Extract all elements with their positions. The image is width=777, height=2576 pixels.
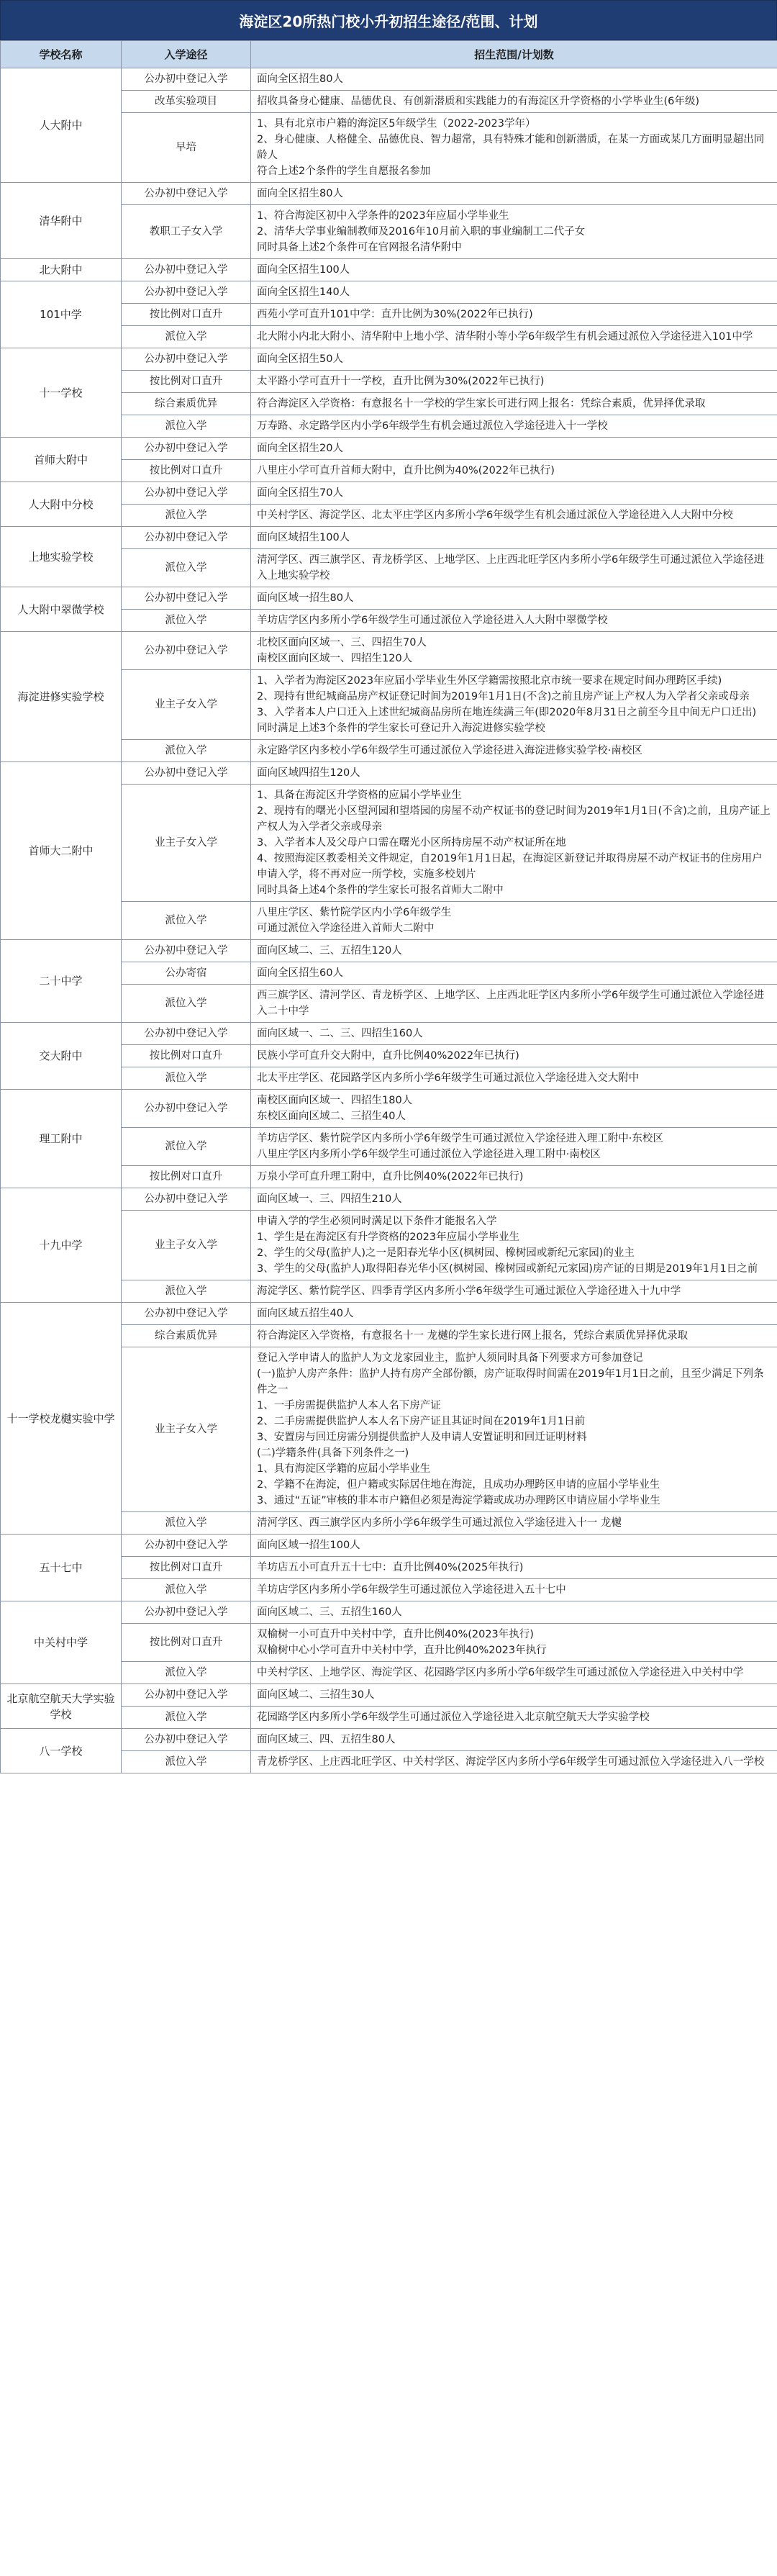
admission-route-cell: 派位入学 [122,1707,251,1729]
scope-plan-cell: 永定路学区内多校小学6年级学生可通过派位入学途径进入海淀进修实验学校·南校区 [251,740,777,762]
scope-plan-cell: 西三旗学区、清河学区、青龙桥学区、上地学区、上庄西北旺学区内多所小学6年级学生可通过派位入学途径进入二十中学 [251,985,777,1023]
admission-route-cell: 综合素质优异 [122,1325,251,1347]
scope-plan-cell: 民族小学可直升交大附中，直升比例40%2022年已执行) [251,1045,777,1067]
scope-plan-cell: 登记入学申请人的监护人为文龙家园业主，监护人须同时具备下列要求方可参加登记 (一)监护人房产条件：监护人持有房产全部份额，房产证取得时间需在2019年1月1日之前，且至少满足下列条件之一 1、一手房需提供监护人本人名下房产证 2、二手房需提供监护人本人名下房产证且其证时间在2019年1月1日前 3、安置房与回迁房需分别提供监护人及申请人安置证明和回迁证明材料 (二)学籍条件(具备下列条件之一) 1、具有海淀区学籍的应届小学毕业生 2、学籍不在海淀，但户籍或实际居住地在海淀，且成功办理跨区申请的应届小学毕业生 3、通过“五证”审核的非本市户籍但必须是海淀学籍或成功办理跨区申请应届小学毕业生 [251,1347,777,1512]
school-name-cell: 十一学校 [1,348,122,438]
school-name-cell: 八一学校 [1,1729,122,1773]
admission-route-cell: 公办初中登记入学 [122,1303,251,1325]
table-row [1,1188,777,1211]
scope-plan-cell: 面向区域五招生40人 [251,1303,777,1325]
scope-plan-cell: 1、具有北京市户籍的海淀区5年级学生（2022-2023学年） 2、身心健康、人格健全、品德优良、智力超常，具有特殊才能和创新潜质，在某一方面或某几方面明显超出同龄人 符合上述2个条件的学生自愿报名参加 [251,113,777,183]
scope-plan-cell: 1、入学者为海淀区2023年应届小学毕业生外区学籍需按照北京市统一要求在规定时间办理跨区手续) 2、现持有世纪城商品房产权证登记时间为2019年1月1日(不含)之前且房产证上产权人为入学者父亲或母亲 3、入学者本人户口迁入上述世纪城商品房所在地连续满三年(即2020年8月31日之前至今且中间无户口迁出) 同时满足上述3个条件的学生家长可登记升入海淀进修实验学校 [251,670,777,740]
admission-route-cell: 派位入学 [122,1280,251,1303]
table-row [1,587,777,610]
scope-plan-cell: 中关村学区、上地学区、海淀学区、花园路学区内多所小学6年级学生可通过派位入学途径进入中关村中学 [251,1662,777,1684]
scope-plan-cell: 清河学区、西三旗学区、青龙桥学区、上地学区、上庄西北旺学区内多所小学6年级学生可通过派位入学途径进入上地实验学校 [251,549,777,587]
scope-plan-cell: 万泉小学可直升理工附中，直升比例40%(2022年已执行) [251,1166,777,1188]
header-school-name: 学校名称 [1,41,122,68]
admission-route-cell: 综合素质优异 [122,393,251,415]
table-row [1,1601,777,1624]
admission-route-cell: 公办初中登记入学 [122,348,251,371]
scope-plan-cell: 万寿路、永定路学区内小学6年级学生有机会通过派位入学途径进入十一学校 [251,415,777,438]
school-name-cell: 海淀进修实验学校 [1,632,122,762]
scope-plan-cell: 1、具备在海淀区升学资格的应届小学毕业生 2、现持有的曙光小区望河园和望塔园的房屋不动产权证书的登记时间为2019年1月1日(不含)之前，且房产证上产权人为入学者父亲或母亲 3、入学者本人及父母户口需在曙光小区所持房屋不动产权证所在地 4、按照海淀区教委相关文件规定，自2019年1月1日起，在海淀区新登记并取得房屋不动产权证书的住房用户申请入学，将不再对应一所学校，实施多校划片 同时具备上述4个条件的学生家长可报名首师大二附中 [251,785,777,902]
school-name-cell: 交大附中 [1,1023,122,1090]
admission-route-cell: 派位入学 [122,1662,251,1684]
admission-route-cell: 派位入学 [122,1512,251,1535]
school-name-cell: 首师大附中 [1,438,122,482]
admission-route-cell: 业主子女入学 [122,785,251,902]
table-row [1,482,777,505]
page-title: 海淀区20所热门校小升初招生途径/范围、计划 [0,0,777,40]
admission-route-cell: 业主子女入学 [122,1347,251,1512]
scope-plan-cell: 中关村学区、海淀学区、北太平庄学区内多所小学6年级学生有机会通过派位入学途径进入人大附中分校 [251,505,777,527]
scope-plan-cell: 面向区域招生100人 [251,527,777,549]
scope-plan-cell: 双榆树一小可直升中关村中学，直升比例40%(2023年执行) 双榆树中心小学可直升中关村中学，直升比例40%2023年执行 [251,1624,777,1662]
admission-route-cell: 派位入学 [122,985,251,1023]
scope-plan-cell: 面向区域一招生100人 [251,1535,777,1557]
table-row [1,281,777,304]
scope-plan-cell: 羊坊店学区内多所小学6年级学生可通过派位入学途径进入人大附中翠微学校 [251,610,777,632]
admission-route-cell: 公办初中登记入学 [122,632,251,670]
admission-route-cell: 公办寄宿 [122,962,251,985]
scope-plan-cell: 北校区面向区域一、三、四招生70人 南校区面向区域一、四招生120人 [251,632,777,670]
school-name-cell: 人大附中翠微学校 [1,587,122,632]
school-name-cell: 人大附中分校 [1,482,122,527]
scope-plan-cell: 面向区域三、四、五招生80人 [251,1729,777,1751]
admission-route-cell: 公办初中登记入学 [122,482,251,505]
admission-route-cell: 公办初中登记入学 [122,259,251,281]
admission-route-cell: 公办初中登记入学 [122,281,251,304]
scope-plan-cell: 招收具备身心健康、品德优良、有创新潜质和实践能力的有海淀区升学资格的小学毕业生(6年级) [251,91,777,113]
scope-plan-cell: 面向区域二、三、五招生160人 [251,1601,777,1624]
scope-plan-cell: 北太平庄学区、花园路学区内多所小学6年级学生可通过派位入学途径进入交大附中 [251,1067,777,1090]
school-name-cell: 清华附中 [1,183,122,259]
scope-plan-cell: 面向区域一招生80人 [251,587,777,610]
admission-route-cell: 公办初中登记入学 [122,1090,251,1128]
school-name-cell: 人大附中 [1,68,122,183]
admission-route-cell: 教职工子女入学 [122,205,251,259]
table-row [1,1090,777,1128]
admission-route-cell: 公办初中登记入学 [122,1684,251,1707]
admission-route-cell: 派位入学 [122,610,251,632]
admission-route-cell: 公办初中登记入学 [122,940,251,962]
table-row [1,940,777,962]
admission-route-cell: 按比例对口直升 [122,1045,251,1067]
scope-plan-cell: 南校区面向区域一、四招生180人 东校区面向区域二、三招生40人 [251,1090,777,1128]
admission-route-cell: 早培 [122,113,251,183]
scope-plan-cell: 花园路学区内多所小学6年级学生可通过派位入学途径进入北京航空航天大学实验学校 [251,1707,777,1729]
table-body [1,68,777,1773]
admission-route-cell: 派位入学 [122,326,251,348]
scope-plan-cell: 面向全区招生70人 [251,482,777,505]
admission-route-cell: 公办初中登记入学 [122,1188,251,1211]
admission-route-cell: 公办初中登记入学 [122,1729,251,1751]
admission-route-cell: 派位入学 [122,549,251,587]
scope-plan-cell: 北大附小内北大附小、清华附中上地小学、清华附小等小学6年级学生有机会通过派位入学途径进入101中学 [251,326,777,348]
school-name-cell: 二十中学 [1,940,122,1023]
scope-plan-cell: 面向全区招生100人 [251,259,777,281]
scope-plan-cell: 面向区域一、三、四招生210人 [251,1188,777,1211]
scope-plan-cell: 面向全区招生60人 [251,962,777,985]
admission-route-cell: 派位入学 [122,1128,251,1166]
admission-table [0,40,777,1773]
scope-plan-cell: 太平路小学可直升十一学校，直升比例为30%(2022年已执行) [251,371,777,393]
scope-plan-cell: 面向全区招生50人 [251,348,777,371]
scope-plan-cell: 清河学区、西三旗学区内多所小学6年级学生可通过派位入学途径进入十一 龙樾 [251,1512,777,1535]
table-row [1,527,777,549]
admission-route-cell: 派位入学 [122,505,251,527]
scope-plan-cell: 青龙桥学区、上庄西北旺学区、中关村学区、海淀学区内多所小学6年级学生可通过派位入学途径进入八一学校 [251,1751,777,1773]
scope-plan-cell: 符合海淀区入学资格：有意报名十一学校的学生家长可进行网上报名：凭综合素质，优异择优录取 [251,393,777,415]
scope-plan-cell: 申请入学的学生必须同时满足以下条件才能报名入学 1、学生是在海淀区有升学资格的2023年应届小学毕业生 2、学生的父母(监护人)之一是阳春光华小区(枫树园、橡树园或新纪元家园)的业主 3、学生的父母(监护人)取得阳春光华小区(枫树园、橡树园或新纪元家园)房产证的日期是2019年1月1日之前 [251,1211,777,1280]
scope-plan-cell: 面向全区招生140人 [251,281,777,304]
scope-plan-cell: 面向区域二、三招生30人 [251,1684,777,1707]
header-admission-route: 入学途径 [122,41,251,68]
table-row [1,183,777,205]
school-name-cell: 十九中学 [1,1188,122,1303]
scope-plan-cell: 面向区域一、二、三、四招生160人 [251,1023,777,1045]
scope-plan-cell: 1、符合海淀区初中入学条件的2023年应届小学毕业生 2、清华大学事业编制教师及2016年10月前入职的事业编制工二代子女 同时具备上述2个条件可在官网报名清华附中 [251,205,777,259]
admission-route-cell: 按比例对口直升 [122,1166,251,1188]
school-name-cell: 北大附中 [1,259,122,281]
table-row [1,1303,777,1325]
admission-route-cell: 公办初中登记入学 [122,1023,251,1045]
header-row [1,41,777,68]
table-row [1,1729,777,1751]
scope-plan-cell: 面向全区招生80人 [251,183,777,205]
school-name-cell: 中关村中学 [1,1601,122,1684]
admission-route-cell: 派位入学 [122,740,251,762]
admission-route-cell: 公办初中登记入学 [122,68,251,91]
admission-route-cell: 公办初中登记入学 [122,1535,251,1557]
scope-plan-cell: 羊坊店学区、紫竹院学区内多所小学6年级学生可通过派位入学途径进入理工附中·东校区 八里庄学区内多所小学6年级学生可通过派位入学途径进入理工附中·南校区 [251,1128,777,1166]
scope-plan-cell: 羊坊店学区内多所小学6年级学生可通过派位入学途径进入五十七中 [251,1579,777,1601]
table-row [1,762,777,785]
admission-route-cell: 公办初中登记入学 [122,183,251,205]
scope-plan-cell: 面向全区招生80人 [251,68,777,91]
scope-plan-cell: 面向区域二、三、五招生120人 [251,940,777,962]
school-name-cell: 101中学 [1,281,122,348]
table-row [1,632,777,670]
school-name-cell: 上地实验学校 [1,527,122,587]
admission-route-cell: 派位入学 [122,415,251,438]
admission-route-cell: 改革实验项目 [122,91,251,113]
scope-plan-cell: 海淀学区、紫竹院学区、四季青学区内多所小学6年级学生可通过派位入学途径进入十九中学 [251,1280,777,1303]
admission-route-cell: 公办初中登记入学 [122,527,251,549]
admission-route-cell: 按比例对口直升 [122,371,251,393]
table-row [1,1535,777,1557]
scope-plan-cell: 面向区域四招生120人 [251,762,777,785]
school-name-cell: 五十七中 [1,1535,122,1601]
table-row [1,68,777,91]
admission-route-cell: 派位入学 [122,1579,251,1601]
school-name-cell: 首师大二附中 [1,762,122,940]
school-name-cell: 十一学校龙樾实验中学 [1,1303,122,1535]
admission-route-cell: 公办初中登记入学 [122,438,251,460]
table-row [1,1684,777,1707]
scope-plan-cell: 八里庄学区、紫竹院学区内小学6年级学生 可通过派位入学途径进入首师大二附中 [251,902,777,940]
admission-route-cell: 派位入学 [122,1751,251,1773]
scope-plan-cell: 符合海淀区入学资格，有意报名十一 龙樾的学生家长进行网上报名，凭综合素质优异择优录取 [251,1325,777,1347]
header-scope-plan: 招生范围/计划数 [251,41,777,68]
admission-route-cell: 按比例对口直升 [122,460,251,482]
table-row [1,1023,777,1045]
admission-route-cell: 派位入学 [122,1067,251,1090]
table-row [1,259,777,281]
scope-plan-cell: 羊坊店五小可直升五十七中：直升比例40%(2025年执行) [251,1557,777,1579]
admission-route-cell: 按比例对口直升 [122,1557,251,1579]
scope-plan-cell: 西苑小学可直升101中学：直升比例为30%(2022年已执行) [251,304,777,326]
table-row [1,438,777,460]
admission-route-cell: 按比例对口直升 [122,304,251,326]
admission-route-cell: 业主子女入学 [122,1211,251,1280]
admission-route-cell: 派位入学 [122,902,251,940]
admission-route-cell: 公办初中登记入学 [122,587,251,610]
school-name-cell: 理工附中 [1,1090,122,1188]
scope-plan-cell: 八里庄小学可直升首师大附中，直升比例为40%(2022年已执行) [251,460,777,482]
school-name-cell: 北京航空航天大学实验学校 [1,1684,122,1729]
table-row [1,348,777,371]
admission-route-cell: 业主子女入学 [122,670,251,740]
admission-route-cell: 公办初中登记入学 [122,762,251,785]
admission-route-cell: 按比例对口直升 [122,1624,251,1662]
admission-route-cell: 公办初中登记入学 [122,1601,251,1624]
scope-plan-cell: 面向全区招生20人 [251,438,777,460]
